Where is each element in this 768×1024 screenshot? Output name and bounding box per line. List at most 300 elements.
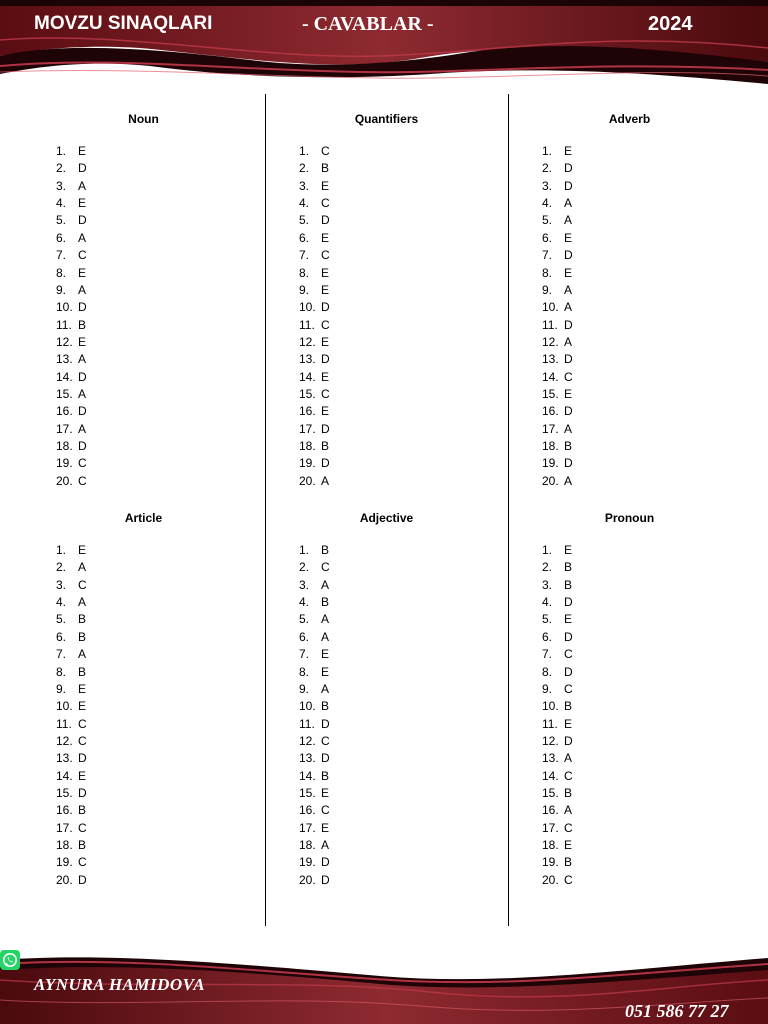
answer-number: 5. bbox=[56, 612, 67, 627]
answer-item bbox=[542, 230, 573, 247]
answer-item bbox=[299, 681, 330, 698]
answer-number: 7. bbox=[542, 647, 553, 662]
answer-number: 1. bbox=[56, 144, 67, 158]
whatsapp-icon bbox=[0, 950, 20, 970]
answer-letter: E bbox=[78, 196, 87, 211]
answer-letter: D bbox=[564, 248, 573, 263]
answer-letter: A bbox=[564, 213, 573, 228]
answer-letter: B bbox=[564, 577, 573, 592]
answer-number: 14. bbox=[299, 369, 316, 384]
answer-number: 7. bbox=[299, 647, 310, 662]
answer-letter: B bbox=[78, 629, 87, 644]
answer-number: 14. bbox=[542, 768, 559, 783]
answer-letter: B bbox=[78, 838, 87, 853]
answer-item bbox=[56, 820, 87, 837]
answer-number: 3. bbox=[299, 178, 310, 193]
answer-letter: D bbox=[564, 456, 573, 471]
answer-letter: D bbox=[564, 161, 573, 176]
answer-letter: A bbox=[78, 647, 87, 662]
answer-letter: A bbox=[321, 577, 330, 592]
answer-letter: A bbox=[78, 595, 87, 610]
answer-item bbox=[299, 282, 330, 299]
footer-banner bbox=[0, 950, 768, 1024]
answer-list bbox=[299, 143, 330, 490]
answer-number: 13. bbox=[542, 352, 559, 367]
answer-number: 11. bbox=[542, 716, 558, 731]
answer-number: 15. bbox=[56, 387, 73, 402]
answer-number: 17. bbox=[299, 421, 316, 436]
column-divider bbox=[508, 94, 509, 926]
answer-number: 17. bbox=[542, 421, 559, 436]
answer-letter: C bbox=[78, 820, 87, 835]
answer-item bbox=[542, 403, 573, 420]
answer-letter: C bbox=[564, 647, 573, 662]
answer-number: 12. bbox=[299, 334, 316, 349]
answer-item bbox=[542, 594, 573, 611]
answer-item bbox=[299, 473, 330, 490]
answer-item bbox=[56, 403, 87, 420]
answer-item bbox=[299, 629, 330, 646]
answer-number: 1. bbox=[299, 543, 310, 557]
answer-item bbox=[299, 733, 330, 750]
answer-item bbox=[56, 351, 87, 368]
answer-letter: D bbox=[321, 300, 330, 315]
answer-number: 15. bbox=[56, 786, 73, 801]
answer-list bbox=[299, 542, 330, 889]
answer-number: 11. bbox=[299, 317, 315, 332]
answer-item bbox=[542, 837, 573, 854]
answer-item bbox=[299, 403, 330, 420]
answer-item bbox=[299, 716, 330, 733]
answer-letter: E bbox=[564, 543, 573, 557]
answer-letter: A bbox=[78, 230, 87, 245]
answer-item bbox=[299, 265, 330, 282]
answer-item bbox=[542, 681, 573, 698]
answer-number: 15. bbox=[299, 786, 316, 801]
answer-letter: C bbox=[564, 872, 573, 887]
answer-letter: D bbox=[564, 317, 573, 332]
answer-number: 19. bbox=[56, 855, 73, 870]
answer-letter: D bbox=[321, 716, 330, 731]
answer-item bbox=[299, 577, 330, 594]
answer-number: 18. bbox=[542, 439, 559, 454]
answer-item bbox=[299, 421, 330, 438]
answer-number: 3. bbox=[542, 178, 553, 193]
answer-number: 5. bbox=[299, 612, 310, 627]
answer-list bbox=[542, 143, 573, 490]
answer-number: 2. bbox=[542, 560, 553, 575]
answer-letter: B bbox=[321, 439, 330, 454]
answer-letter: B bbox=[78, 612, 87, 627]
answer-item bbox=[542, 160, 573, 177]
answer-letter: E bbox=[321, 664, 330, 679]
answer-letter: D bbox=[321, 456, 330, 471]
answer-item bbox=[56, 629, 87, 646]
answer-number: 10. bbox=[56, 699, 73, 714]
answer-letter: D bbox=[78, 439, 87, 454]
answer-item bbox=[56, 421, 87, 438]
answer-number: 5. bbox=[56, 213, 67, 228]
answer-item bbox=[56, 265, 87, 282]
answer-letter: E bbox=[78, 768, 87, 783]
answer-number: 4. bbox=[299, 196, 310, 211]
answer-item bbox=[299, 455, 330, 472]
answer-item bbox=[56, 542, 87, 559]
answer-item bbox=[542, 265, 573, 282]
answer-item bbox=[299, 820, 330, 837]
answer-number: 18. bbox=[542, 838, 559, 853]
answer-letter: A bbox=[564, 282, 573, 297]
answer-letter: A bbox=[321, 838, 330, 853]
answer-item bbox=[56, 768, 87, 785]
answer-item bbox=[56, 282, 87, 299]
answer-item bbox=[56, 559, 87, 576]
answer-number: 4. bbox=[56, 595, 67, 610]
answer-letter: A bbox=[78, 178, 87, 193]
answer-item bbox=[542, 369, 573, 386]
answer-item bbox=[56, 733, 87, 750]
answer-number: 16. bbox=[542, 803, 559, 818]
answer-number: 2. bbox=[56, 560, 67, 575]
answer-item bbox=[542, 473, 573, 490]
answer-item bbox=[56, 160, 87, 177]
answer-item bbox=[542, 629, 573, 646]
answer-number: 6. bbox=[542, 629, 553, 644]
answer-number: 3. bbox=[56, 577, 67, 592]
answer-item bbox=[299, 768, 330, 785]
answer-item bbox=[542, 143, 573, 160]
answer-number: 9. bbox=[299, 681, 310, 696]
answer-number: 20. bbox=[542, 473, 559, 488]
answer-number: 6. bbox=[56, 629, 67, 644]
answer-number: 10. bbox=[299, 300, 316, 315]
answer-item bbox=[56, 473, 87, 490]
answer-number: 1. bbox=[299, 144, 310, 158]
answer-letter: E bbox=[321, 230, 330, 245]
answer-number: 13. bbox=[542, 751, 559, 766]
answer-letter: A bbox=[564, 196, 573, 211]
answer-letter: D bbox=[321, 421, 330, 436]
answer-letter: C bbox=[321, 248, 330, 263]
answer-item bbox=[56, 212, 87, 229]
answer-letter: D bbox=[564, 352, 573, 367]
answer-item bbox=[542, 768, 573, 785]
answer-number: 6. bbox=[299, 629, 310, 644]
answer-item bbox=[299, 664, 330, 681]
answer-number: 19. bbox=[299, 456, 316, 471]
answer-letter: E bbox=[321, 369, 330, 384]
answer-letter: E bbox=[78, 265, 87, 280]
answer-list bbox=[56, 542, 87, 889]
answer-number: 17. bbox=[542, 820, 559, 835]
section-title: Quantifiers bbox=[354, 112, 419, 126]
answer-letter: E bbox=[564, 838, 573, 853]
answer-number: 5. bbox=[542, 612, 553, 627]
answer-item bbox=[56, 716, 87, 733]
answer-letter: C bbox=[78, 716, 87, 731]
header-banner bbox=[0, 0, 768, 90]
answer-letter: E bbox=[78, 144, 87, 158]
answer-letter: D bbox=[78, 300, 87, 315]
answer-item bbox=[542, 421, 573, 438]
answer-item bbox=[299, 160, 330, 177]
answer-letter: B bbox=[564, 560, 573, 575]
section-title: Adjective bbox=[359, 511, 414, 525]
answer-letter: A bbox=[78, 387, 87, 402]
answer-item bbox=[542, 750, 573, 767]
section-title: Noun bbox=[128, 112, 159, 126]
answer-item bbox=[299, 854, 330, 871]
answer-letter: C bbox=[321, 144, 330, 158]
answer-number: 15. bbox=[542, 786, 559, 801]
column-divider bbox=[265, 94, 266, 926]
answer-item bbox=[299, 559, 330, 576]
answer-number: 15. bbox=[542, 387, 559, 402]
answer-letter: C bbox=[78, 577, 87, 592]
answer-letter: B bbox=[321, 595, 330, 610]
answer-item bbox=[56, 854, 87, 871]
answer-item bbox=[56, 247, 87, 264]
answer-letter: A bbox=[321, 612, 330, 627]
answer-item bbox=[56, 577, 87, 594]
answer-letter: E bbox=[564, 716, 573, 731]
answer-letter: E bbox=[321, 282, 330, 297]
answer-letter: B bbox=[78, 317, 87, 332]
answer-number: 4. bbox=[542, 196, 553, 211]
answer-number: 17. bbox=[299, 820, 316, 835]
answer-number: 18. bbox=[299, 439, 316, 454]
answer-item bbox=[299, 317, 330, 334]
answer-item bbox=[542, 195, 573, 212]
answer-letter: C bbox=[564, 369, 573, 384]
answer-number: 8. bbox=[56, 664, 67, 679]
answer-number: 12. bbox=[542, 334, 559, 349]
answer-number: 18. bbox=[56, 838, 73, 853]
answer-letter: D bbox=[78, 786, 87, 801]
answer-letter: C bbox=[321, 560, 330, 575]
answer-item bbox=[542, 664, 573, 681]
answer-letter: E bbox=[321, 265, 330, 280]
answer-letter: D bbox=[321, 213, 330, 228]
answer-item bbox=[542, 802, 573, 819]
answer-letter: C bbox=[564, 768, 573, 783]
answer-letter: D bbox=[564, 664, 573, 679]
answer-item bbox=[542, 577, 573, 594]
answer-number: 17. bbox=[56, 820, 73, 835]
answer-number: 1. bbox=[56, 543, 67, 557]
answer-letter: A bbox=[564, 803, 573, 818]
answer-letter: A bbox=[564, 421, 573, 436]
answer-item bbox=[56, 317, 87, 334]
answer-number: 19. bbox=[542, 855, 559, 870]
answer-number: 6. bbox=[56, 230, 67, 245]
answer-number: 3. bbox=[542, 577, 553, 592]
answer-item bbox=[56, 386, 87, 403]
document-subtitle: - CAVABLAR - bbox=[302, 13, 434, 35]
answer-item bbox=[56, 143, 87, 160]
answer-letter: C bbox=[78, 473, 87, 488]
section-title: Article bbox=[124, 511, 163, 525]
answer-letter: B bbox=[321, 543, 330, 557]
answer-letter: C bbox=[564, 820, 573, 835]
answer-item bbox=[542, 820, 573, 837]
answer-item bbox=[56, 334, 87, 351]
answer-number: 10. bbox=[56, 300, 73, 315]
answer-item bbox=[56, 594, 87, 611]
answer-number: 11. bbox=[56, 317, 72, 332]
answer-letter: D bbox=[78, 751, 87, 766]
answer-number: 13. bbox=[56, 352, 73, 367]
section-title: Pronoun bbox=[604, 511, 655, 525]
answer-item bbox=[56, 438, 87, 455]
answer-item bbox=[542, 247, 573, 264]
answer-letter: A bbox=[564, 334, 573, 349]
answer-letter: D bbox=[321, 352, 330, 367]
answer-letter: C bbox=[321, 317, 330, 332]
answer-item bbox=[299, 646, 330, 663]
answer-letter: C bbox=[564, 681, 573, 696]
answer-number: 13. bbox=[299, 751, 316, 766]
answer-number: 20. bbox=[299, 872, 316, 887]
answer-item bbox=[542, 872, 573, 889]
answer-number: 12. bbox=[542, 733, 559, 748]
answer-item bbox=[56, 872, 87, 889]
answer-item bbox=[299, 837, 330, 854]
answer-item bbox=[56, 837, 87, 854]
author-name: AYNURA HAMIDOVA bbox=[34, 975, 206, 994]
answer-item bbox=[299, 698, 330, 715]
answer-item bbox=[299, 247, 330, 264]
answer-letter: D bbox=[321, 751, 330, 766]
answer-letter: D bbox=[78, 872, 87, 887]
answer-item bbox=[542, 351, 573, 368]
answer-letter: B bbox=[564, 786, 573, 801]
answer-item bbox=[299, 750, 330, 767]
answer-list bbox=[56, 143, 87, 490]
answer-number: 2. bbox=[56, 161, 67, 176]
answer-item bbox=[542, 282, 573, 299]
answer-number: 9. bbox=[542, 282, 553, 297]
answer-letter: E bbox=[321, 786, 330, 801]
answer-number: 6. bbox=[299, 230, 310, 245]
answer-item bbox=[56, 698, 87, 715]
answer-item bbox=[56, 195, 87, 212]
answer-letter: E bbox=[321, 334, 330, 349]
answer-item bbox=[299, 872, 330, 889]
answer-item bbox=[56, 178, 87, 195]
answer-number: 10. bbox=[299, 699, 316, 714]
answer-letter: D bbox=[78, 213, 87, 228]
answer-item bbox=[542, 646, 573, 663]
answer-item bbox=[56, 785, 87, 802]
answer-number: 2. bbox=[299, 161, 310, 176]
answer-number: 12. bbox=[56, 733, 73, 748]
answer-letter: D bbox=[564, 629, 573, 644]
answer-item bbox=[542, 438, 573, 455]
answer-letter: D bbox=[78, 369, 87, 384]
answer-letter: E bbox=[564, 387, 573, 402]
answer-letter: E bbox=[78, 699, 87, 714]
answer-letter: B bbox=[564, 855, 573, 870]
answer-number: 14. bbox=[299, 768, 316, 783]
answer-number: 9. bbox=[56, 282, 67, 297]
answer-number: 9. bbox=[299, 282, 310, 297]
answer-letter: C bbox=[321, 196, 330, 211]
answer-number: 19. bbox=[299, 855, 316, 870]
answer-letter: D bbox=[564, 733, 573, 748]
answer-item bbox=[542, 611, 573, 628]
answer-item bbox=[299, 178, 330, 195]
answer-letter: A bbox=[564, 300, 573, 315]
answer-item bbox=[56, 750, 87, 767]
answer-number: 1. bbox=[542, 144, 553, 158]
answer-number: 19. bbox=[542, 456, 559, 471]
answer-item bbox=[542, 178, 573, 195]
answer-letter: A bbox=[564, 473, 573, 488]
answer-number: 16. bbox=[56, 404, 73, 419]
answer-number: 14. bbox=[542, 369, 559, 384]
answer-item bbox=[56, 455, 87, 472]
answer-letter: C bbox=[78, 456, 87, 471]
answer-item bbox=[299, 611, 330, 628]
answer-letter: E bbox=[564, 612, 573, 627]
answer-item bbox=[299, 542, 330, 559]
answer-item bbox=[542, 455, 573, 472]
answer-number: 8. bbox=[542, 265, 553, 280]
answer-number: 9. bbox=[56, 681, 67, 696]
answer-number: 10. bbox=[542, 300, 559, 315]
answer-item bbox=[56, 664, 87, 681]
answer-list bbox=[542, 542, 573, 889]
answer-number: 11. bbox=[56, 716, 72, 731]
answer-item bbox=[56, 681, 87, 698]
document-title: MOVZU SINAQLARI bbox=[34, 13, 213, 34]
answer-item bbox=[299, 594, 330, 611]
phone-number: 051 586 77 27 bbox=[625, 1001, 729, 1021]
answer-letter: B bbox=[321, 699, 330, 714]
answer-letter: C bbox=[78, 248, 87, 263]
section-title: Adverb bbox=[608, 112, 651, 126]
answer-number: 16. bbox=[542, 404, 559, 419]
answer-letter: B bbox=[321, 161, 330, 176]
answer-item bbox=[542, 785, 573, 802]
answer-number: 16. bbox=[299, 404, 316, 419]
answer-number: 12. bbox=[56, 334, 73, 349]
answer-letter: A bbox=[321, 473, 330, 488]
answer-item bbox=[56, 646, 87, 663]
answer-number: 14. bbox=[56, 768, 73, 783]
answer-letter: D bbox=[321, 855, 330, 870]
answer-number: 15. bbox=[299, 387, 316, 402]
answer-number: 8. bbox=[299, 265, 310, 280]
answer-number: 19. bbox=[56, 456, 73, 471]
answer-number: 5. bbox=[542, 213, 553, 228]
answer-number: 3. bbox=[56, 178, 67, 193]
answer-number: 20. bbox=[56, 872, 73, 887]
answer-letter: E bbox=[321, 820, 330, 835]
answer-number: 13. bbox=[56, 751, 73, 766]
answer-number: 7. bbox=[542, 248, 553, 263]
answer-letter: D bbox=[78, 404, 87, 419]
answer-number: 20. bbox=[299, 473, 316, 488]
answer-letter: A bbox=[78, 352, 87, 367]
answer-letter: E bbox=[78, 543, 87, 557]
answer-number: 4. bbox=[299, 595, 310, 610]
answer-letter: B bbox=[78, 803, 87, 818]
answer-number: 3. bbox=[299, 577, 310, 592]
answer-item bbox=[542, 386, 573, 403]
answer-number: 4. bbox=[56, 196, 67, 211]
